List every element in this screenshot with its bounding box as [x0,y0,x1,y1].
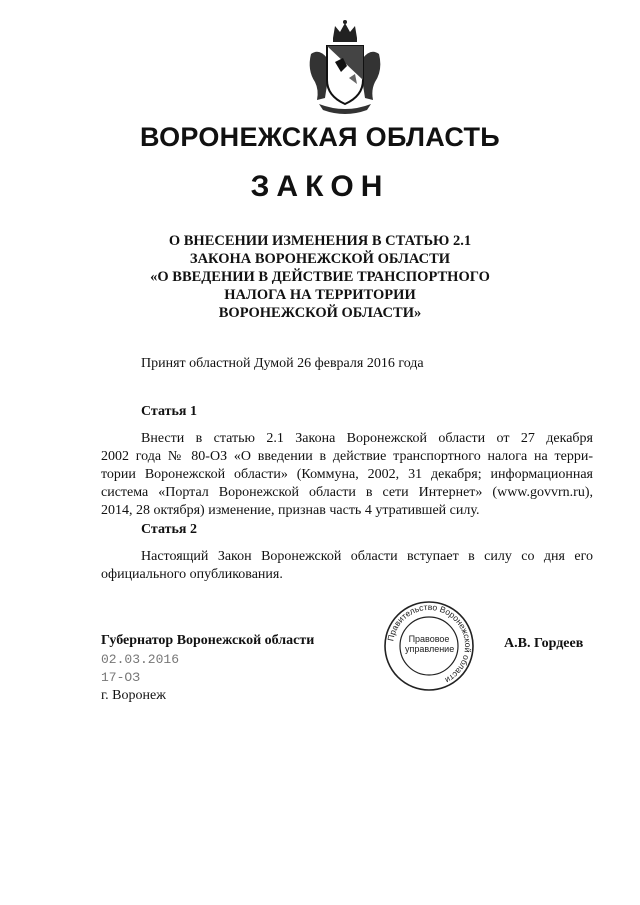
signatory-position: Губернатор Воронежской области [101,633,315,648]
law-number: 17-ОЗ [101,670,141,685]
law-heading-line: ВОРОНЕЖСКОЙ ОБЛАСТИ» [218,305,422,321]
law-heading-line: НАЛОГА НА ТЕРРИТОРИИ [224,287,416,303]
article-1-line: 2014, 28 октября) изменение, признав часть 4 утратившей силу. [101,503,480,518]
article-1-line: тории Воронежской области» (Коммуна, 2002, 31 декабря; информационная [101,467,593,482]
seal-center-line: Правовое [408,634,450,644]
signing-date: 02.03.2016 [101,652,180,667]
adoption-date-line: Принят областной Думой 26 февраля 2016 года [141,356,424,371]
region-title: ВОРОНЕЖСКАЯ ОБЛАСТЬ [139,122,501,152]
law-heading-line: «О ВВЕДЕНИИ В ДЕЙСТВИЕ ТРАНСПОРТНОГО [150,269,490,285]
seal-center-line: управление [405,644,455,654]
article-2-line: Настоящий Закон Воронежской области вступает в силу со дня его [141,549,593,564]
law-heading-line: ЗАКОНА ВОРОНЕЖСКОЙ ОБЛАСТИ [189,251,451,267]
article-1-line: система «Портал Воронежской области в сети Интернет» (www.govvrn.ru), [101,485,593,500]
signing-city: г. Воронеж [101,688,166,703]
article-2-line: официального опубликования. [101,567,283,582]
law-heading [100,232,540,322]
article-1-line: 2002 года № 80-ОЗ «О введении в действие транспортного налога на терри- [101,449,593,464]
article-1-line: Внести в статью 2.1 Закона Воронежской области от 27 декабря [141,431,593,446]
coat-of-arms-emblem [305,18,385,114]
article-2-title: Статья 2 [141,522,197,537]
article-1-title: Статья 1 [141,404,197,419]
document-type-title: ЗАКОН [250,170,390,203]
seal-center-text [405,634,453,654]
law-heading-line: О ВНЕСЕНИИ ИЗМЕНЕНИЯ В СТАТЬЮ 2.1 [168,233,472,249]
signer-name: А.В. Гордеев [504,636,584,651]
seal-ring-text: Правительство Воронежской области [385,601,474,686]
